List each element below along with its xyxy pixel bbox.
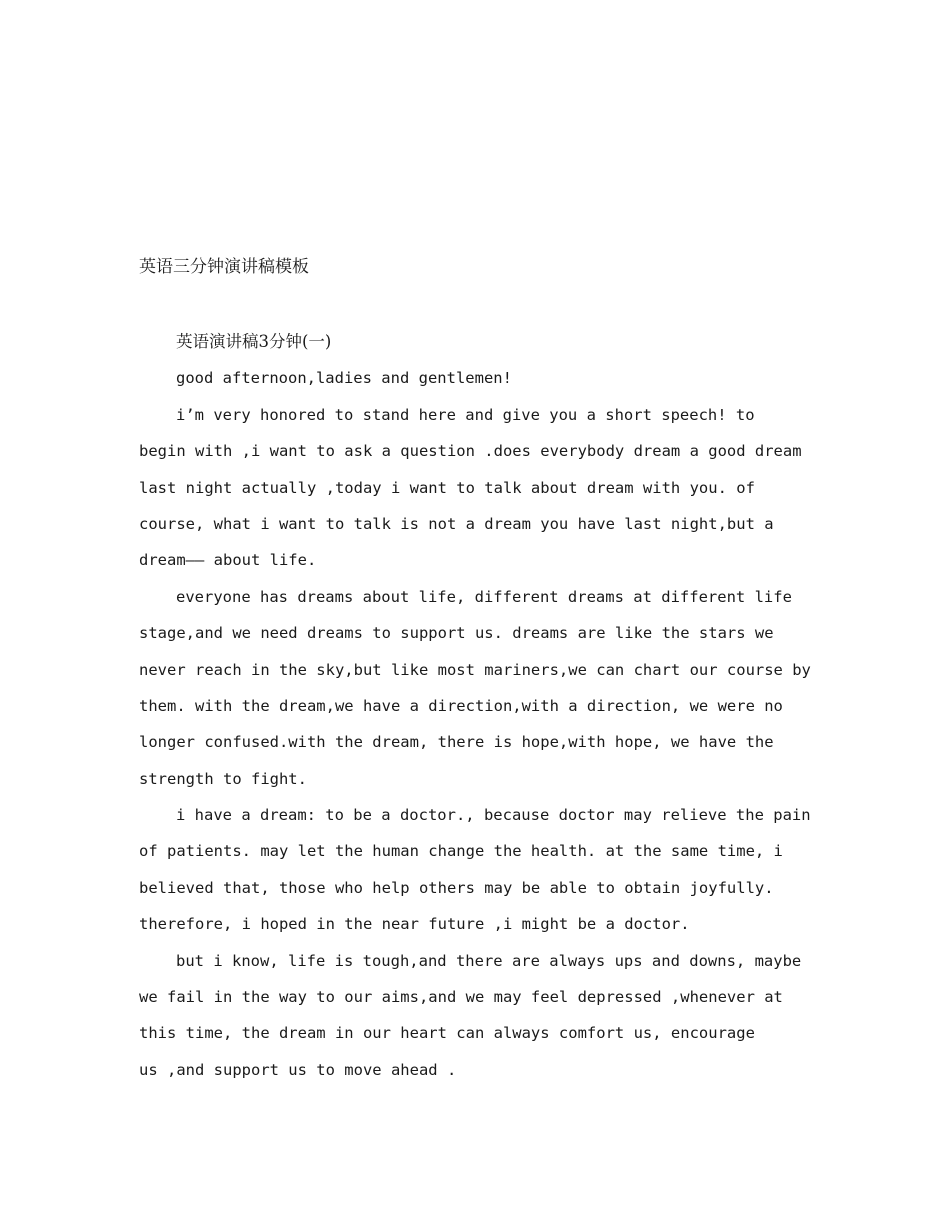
document-title: 英语三分钟演讲稿模板 [139, 257, 309, 277]
text-line: last night actually ,today i want to talk about dream with you. of [139, 478, 755, 497]
text-line: stage,and we need dreams to support us. dreams are like the stars we [139, 624, 774, 643]
text-line: i’m very honored to stand here and give you a short speech! to [176, 405, 755, 424]
text-line: strength to fight. [139, 769, 307, 788]
text-line: everyone has dreams about life, different dreams at different life [176, 587, 792, 606]
text-line: longer confused.with the dream, there is hope,with hope, we have the [139, 733, 774, 752]
document-body [139, 324, 829, 1088]
text-line: we fail in the way to our aims,and we may feel depressed ,whenever at [139, 988, 783, 1007]
text-line: therefore, i hoped in the near future ,i might be a doctor. [139, 915, 690, 934]
text-line: dream—— about life. [139, 551, 317, 570]
text-line: of patients. may let the human change the health. at the same time, i [139, 842, 783, 861]
text-line: begin with ,i want to ask a question .does everybody dream a good dream [139, 442, 802, 461]
section-heading: 英语演讲稿3分钟(一) [176, 332, 332, 351]
text-line: course, what i want to talk is not a dream you have last night,but a [139, 514, 774, 533]
text-line: but i know, life is tough,and there are always ups and downs, maybe [176, 951, 802, 970]
text-line: them. with the dream,we have a direction,with a direction, we were no [139, 696, 783, 715]
text-line: good afternoon,ladies and gentlemen! [176, 369, 512, 388]
text-line: believed that, those who help others may be able to obtain joyfully. [139, 878, 774, 897]
text-line: i have a dream: to be a doctor., because doctor may relieve the pain [176, 806, 811, 825]
text-line: never reach in the sky,but like most mariners,we can chart our course by [139, 660, 811, 679]
text-line: this time, the dream in our heart can always comfort us, encourage [139, 1024, 755, 1043]
text-line: us ,and support us to move ahead . [139, 1060, 457, 1079]
